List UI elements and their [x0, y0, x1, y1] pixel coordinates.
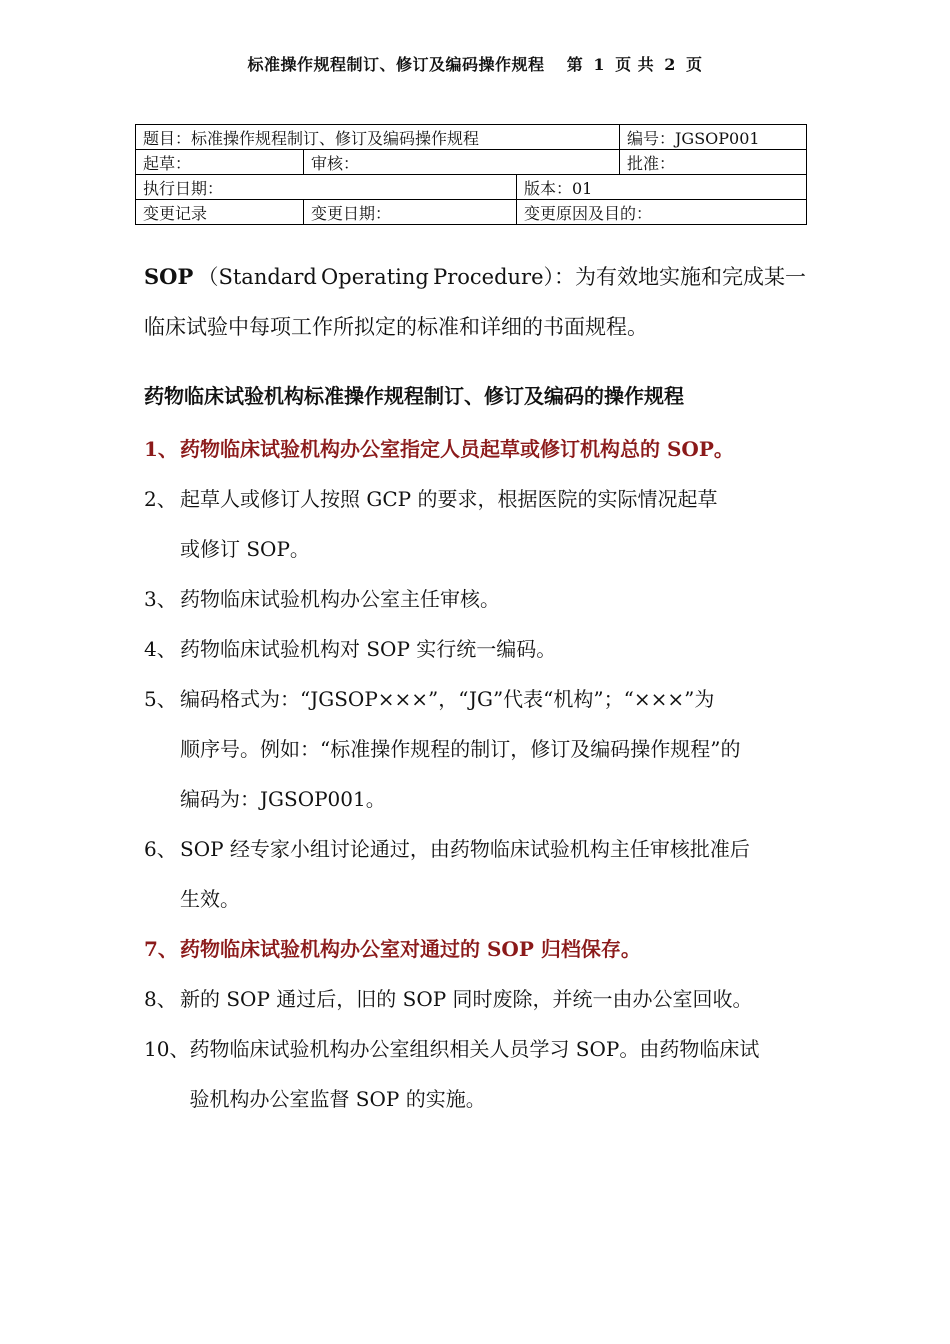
list-item: [144, 1024, 816, 1124]
procedure-list: [144, 424, 816, 1124]
header-page-mid: 页 共: [615, 55, 655, 74]
definition-line-2: 临床试验中每项工作所拟定的标准和详细的书面规程。: [144, 315, 648, 339]
item-text-continued: 顺序号。例如：“标准操作规程的制订，修订及编码操作规程”的: [180, 737, 741, 761]
meta-exec-date-cell: 执行日期：: [136, 175, 517, 200]
item-number: 1、: [144, 437, 178, 461]
definition-word-2: Operating: [321, 265, 429, 289]
meta-version-cell: 版本：01: [517, 175, 807, 200]
item-text: 药物临床试验机构办公室主任审核。: [180, 587, 500, 611]
item-number: 10、: [144, 1037, 190, 1061]
item-text-continued: 生效。: [180, 887, 240, 911]
meta-code-cell: 编号：JGSOP001: [620, 125, 807, 150]
header-title: 标准操作规程制订、修订及编码操作规程: [247, 55, 545, 74]
meta-change-reason-cell: 变更原因及目的：: [517, 200, 807, 225]
definition-term: SOP: [144, 264, 194, 289]
item-text: 药物临床试验机构办公室组织相关人员学习 SOP。由药物临床试: [189, 1037, 760, 1061]
list-item: [144, 574, 816, 624]
meta-reviewer-cell: 审核：: [304, 150, 620, 175]
document-meta-table: [135, 124, 807, 225]
list-item: [144, 974, 816, 1024]
item-text: 编码格式为：“JGSOP×××”，“JG”代表“机构”；“×××”为: [180, 687, 715, 711]
section-title: 药物临床试验机构标准操作规程制订、修订及编码的操作规程: [144, 384, 684, 408]
meta-change-record-cell: 变更记录: [136, 200, 304, 225]
item-number: 4、: [144, 637, 177, 661]
item-text: 药物临床试验机构办公室对通过的 SOP 归档保存。: [180, 937, 641, 961]
item-number: 2、: [144, 487, 177, 511]
definition-word-3: Procedure）：为有效地实施和完成某一: [433, 265, 806, 289]
item-number: 8、: [144, 987, 177, 1011]
page-header: [0, 52, 950, 75]
header-page-prefix: 第: [566, 55, 584, 74]
item-text-continued: 或修订 SOP。: [180, 537, 310, 561]
list-item: [144, 624, 816, 674]
list-item: [144, 824, 816, 924]
item-text-continued: 验机构办公室监督 SOP 的实施。: [189, 1087, 486, 1111]
list-item: [144, 924, 816, 974]
item-text: 起草人或修订人按照 GCP 的要求，根据医院的实际情况起草: [180, 487, 718, 511]
meta-drafter-cell: 起草：: [136, 150, 304, 175]
header-page-suffix: 页: [685, 55, 703, 74]
item-number: 7、: [144, 937, 178, 961]
item-number: 3、: [144, 587, 177, 611]
list-item: [144, 424, 816, 474]
meta-change-date-cell: 变更日期：: [304, 200, 517, 225]
item-text-continued: 编码为：JGSOP001。: [180, 787, 386, 811]
item-number: 5、: [144, 687, 177, 711]
item-text: 新的 SOP 通过后，旧的 SOP 同时废除，并统一由办公室回收。: [180, 987, 753, 1011]
header-page-number: 1: [593, 55, 605, 74]
meta-title-cell: 题目：标准操作规程制订、修订及编码操作规程: [136, 125, 620, 150]
definition-word-1: （Standard: [197, 265, 317, 289]
sop-definition: [144, 252, 806, 352]
meta-approver-cell: 批准：: [620, 150, 807, 175]
item-text: SOP 经专家小组讨论通过，由药物临床试验机构主任审核批准后: [180, 837, 750, 861]
header-page-total: 2: [664, 55, 676, 74]
item-text: 药物临床试验机构办公室指定人员起草或修订机构总的 SOP。: [180, 437, 734, 461]
list-item: [144, 474, 816, 574]
item-text: 药物临床试验机构对 SOP 实行统一编码。: [180, 637, 557, 661]
item-number: 6、: [144, 837, 177, 861]
list-item: [144, 674, 816, 824]
